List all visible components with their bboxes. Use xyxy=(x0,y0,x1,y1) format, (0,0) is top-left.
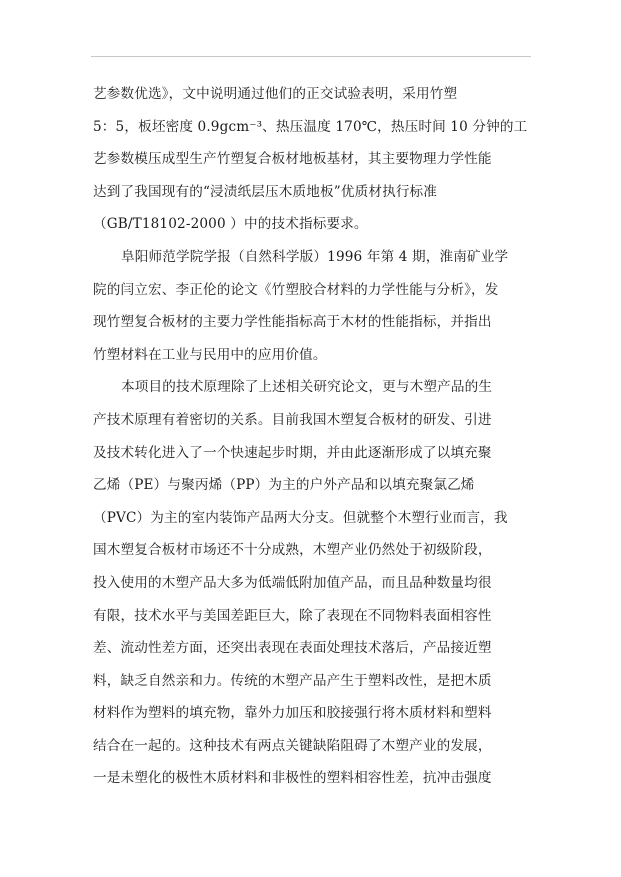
text-line: 竹塑材料在工业与民用中的应用价值。 xyxy=(93,346,327,363)
text-line: （GB/T18102-2000 ）中的技术指标要求。 xyxy=(93,216,368,233)
text-line: 艺参数模压成型生产竹塑复合板材地板基材，其主要物理力学性能 xyxy=(93,151,492,168)
text-line: 达到了我国现有的“浸渍纸层压木质地板”优质材执行标准 xyxy=(93,183,438,200)
text-line: 产技术原理有着密切的关系。目前我国木塑复合板材的研发、引进 xyxy=(93,411,492,428)
text-line: （PVC）为主的室内装饰产品两大分支。但就整个木塑行业而言，我 xyxy=(93,509,508,526)
text-line: 乙烯（PE）与聚丙烯（PP）为主的户外产品和以填充聚氯乙烯 xyxy=(93,477,475,494)
text-line: 现竹塑复合板材的主要力学性能指标高于木材的性能指标，并指出 xyxy=(93,314,492,331)
header-rule xyxy=(91,56,531,57)
text-line: 投入使用的木塑产品大多为低端低附加值产品，而且品种数量均很 xyxy=(93,574,492,591)
text-line: 有限，技术水平与美国差距巨大，除了表现在不同物料表面相容性 xyxy=(93,607,492,624)
paragraph-start-line: 本项目的技术原理除了上述相关研究论文，更与木塑产品的生 xyxy=(121,379,493,396)
text-line: 料，缺乏自然亲和力。传统的木塑产品产生于塑料改性，是把木质 xyxy=(93,672,492,689)
text-line: 5：5，板坯密度 0.9gcm⁻³、热压温度 170℃，热压时间 10 分钟的工 xyxy=(93,118,528,135)
text-line: 艺参数优选》，文中说明通过他们的正交试验表明，采用竹塑 xyxy=(93,86,458,102)
text-line: 院的闫立宏、李正伦的论文《竹塑胶合材料的力学性能与分析》，发 xyxy=(93,281,499,298)
text-line: 差、流动性差方面，还突出表现在表面处理技术落后，产品接近塑 xyxy=(93,640,492,657)
document-body xyxy=(93,78,533,795)
text-line: 材料作为塑料的填充物，靠外力加压和胶接强行将木质材料和塑料 xyxy=(93,705,492,722)
text-line: 一是未塑化的极性木质材料和非极性的塑料相容性差，抗冲击强度 xyxy=(93,770,492,787)
paragraph-start-line: 阜阳师范学院学报（自然科学版）1996 年第 4 期，淮南矿业学 xyxy=(121,248,509,265)
text-line: 国木塑复合板材市场还不十分成熟，木塑产业仍然处于初级阶段， xyxy=(93,542,492,559)
text-line: 及技术转化进入了一个快速起步时期，并由此逐渐形成了以填充聚 xyxy=(93,444,492,461)
text-line: 结合在一起的。这种技术有两点关键缺陷阻碍了木塑产业的发展， xyxy=(93,737,492,754)
